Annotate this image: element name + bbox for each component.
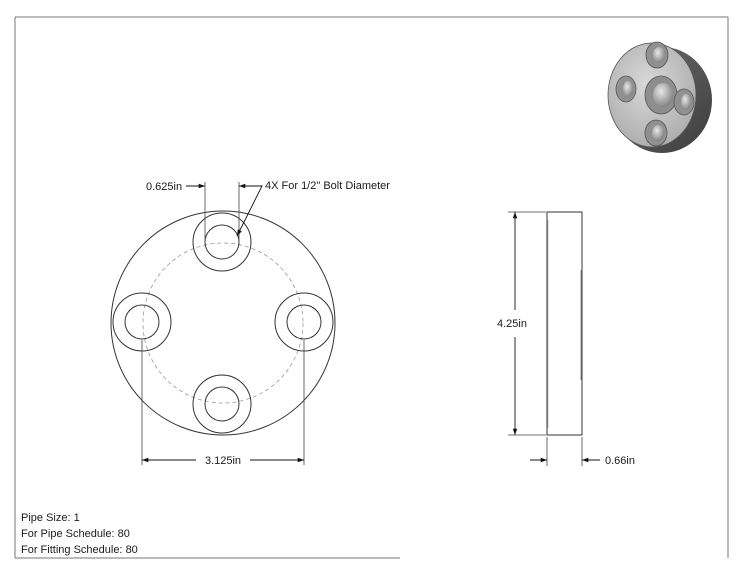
pipe-size-label: Pipe Size: (21, 512, 71, 524)
bolt-circle-dimension-label: 3.125in (204, 455, 242, 467)
bolt-circle-line (143, 243, 303, 403)
pipe-size-value: 1 (73, 512, 80, 524)
flange-side-profile (547, 212, 582, 435)
thickness-dimension (530, 437, 635, 467)
preview-bolt-hole (646, 42, 668, 68)
pipe-schedule-row (21, 526, 138, 542)
preview-bolt-hole (645, 120, 667, 146)
pipe-schedule-value: 80 (117, 528, 130, 540)
fitting-schedule-value: 80 (125, 544, 138, 556)
diameter-dimension (497, 212, 546, 435)
bolt-note-callout (237, 180, 390, 236)
isometric-preview (608, 42, 712, 153)
bolt-hole-top (193, 213, 251, 271)
pipe-schedule-label: For Pipe Schedule: (21, 528, 115, 540)
preview-bolt-hole (674, 89, 694, 115)
bolt-note-label: 4X For 1/2" Bolt Diameter (265, 180, 390, 192)
flange-outline (111, 211, 335, 435)
bolt-hole-bottom (193, 375, 251, 433)
fitting-schedule-row (21, 542, 138, 558)
thickness-dimension-label: 0.66in (605, 455, 635, 467)
spec-block (21, 510, 138, 558)
diameter-dimension-label: 4.25in (497, 318, 527, 330)
bolt-circle-dimension (142, 340, 304, 467)
fitting-schedule-label: For Fitting Schedule: (21, 544, 123, 556)
top-view (111, 180, 390, 467)
preview-bolt-hole (616, 76, 636, 102)
pipe-size-row (21, 510, 138, 526)
bolt-hole-dimension-label: 0.625in (146, 181, 183, 193)
side-view (497, 212, 635, 467)
